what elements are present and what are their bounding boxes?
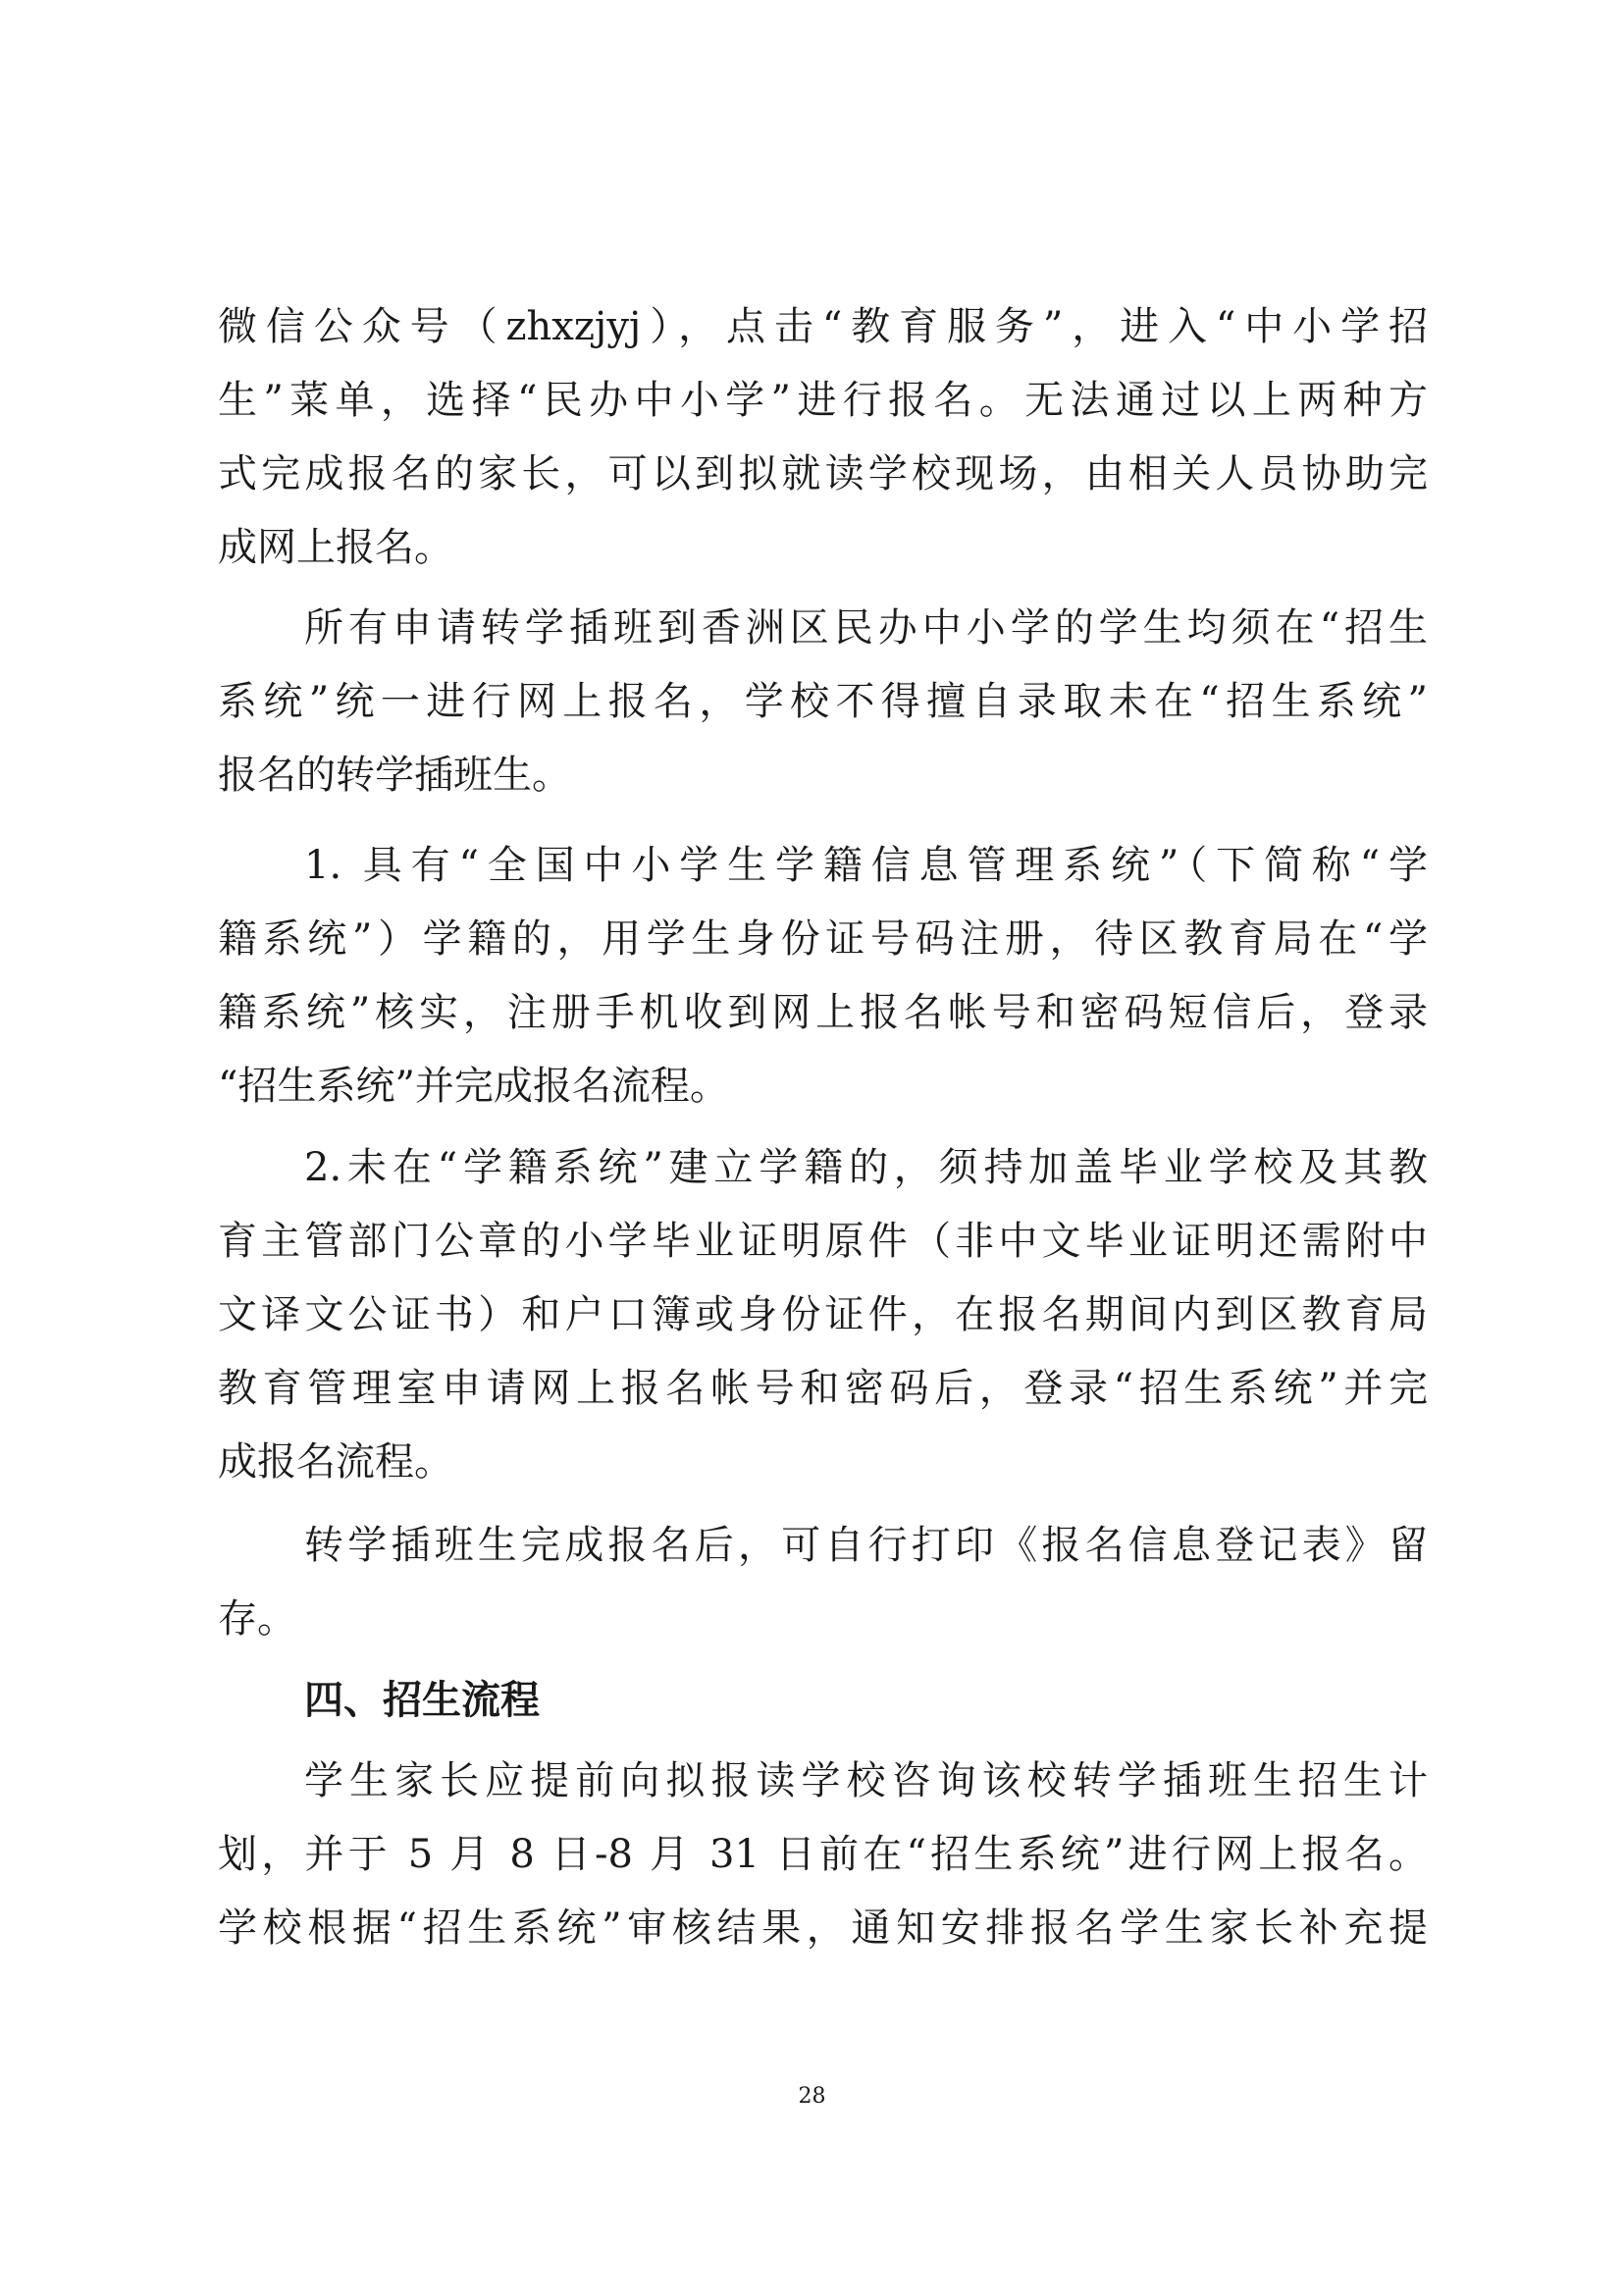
paragraph-text: 所有申请转学插班到香洲区民办中小学的学生均须在“招生	[304, 605, 1428, 651]
paragraph-text: 报名的转学插班生。	[218, 753, 571, 798]
paragraph-text: “招生系统”并完成报名流程。	[218, 1064, 729, 1109]
paragraph-text: 成网上报名。	[218, 525, 453, 570]
text-line	[0, 836, 1624, 895]
paragraph-text: 生”菜单，选择“民办中小学”进行报名。无法通过以上两种方	[218, 378, 1428, 423]
text-line	[0, 910, 1624, 968]
paragraph-text: 微信公众号（zhxzjyj），点击“教育服务”，进入“中小学招	[218, 304, 1428, 349]
paragraph-text: 学生家长应提前向拟报读学校咨询该校转学插班生招生计	[304, 1758, 1428, 1803]
paragraph-text: 系统”统一进行网上报名，学校不得擅自录取未在“招生系统”	[218, 679, 1428, 724]
paragraph-text: 籍系统”核实，注册手机收到网上报名帐号和密码短信后，登录	[218, 990, 1428, 1035]
section-heading: 四、招生流程	[304, 1678, 540, 1723]
section-heading-line	[0, 1671, 1624, 1730]
text-line	[0, 371, 1624, 430]
paragraph-text: 教育管理室申请网上报名帐号和密码后，登录“招生系统”并完	[218, 1366, 1428, 1411]
text-line	[0, 1057, 1624, 1116]
text-line	[0, 1590, 1624, 1648]
page-number: 28	[798, 2084, 826, 2109]
paragraph-text: 籍系统”）学籍的，用学生身份证号码注册，待区教育局在“学	[218, 916, 1428, 962]
paragraph-text: 育主管部门公章的小学毕业证明原件（非中文毕业证明还需附中	[218, 1219, 1428, 1264]
paragraph-text: 划，并于 5 月 8 日-8 月 31 日前在“招生系统”进行网上报名。	[218, 1832, 1428, 1877]
text-line	[0, 1516, 1624, 1575]
text-line	[0, 444, 1624, 503]
text-line	[0, 983, 1624, 1042]
text-line	[0, 672, 1624, 731]
paragraph-text: 2.未在“学籍系统”建立学籍的，须持加盖毕业学校及其教	[304, 1145, 1428, 1190]
text-line	[0, 1899, 1624, 1957]
text-line	[0, 297, 1624, 356]
text-line	[0, 1138, 1624, 1197]
text-line	[0, 599, 1624, 657]
text-line	[0, 1212, 1624, 1271]
paragraph-text: 成报名流程。	[218, 1439, 453, 1485]
paragraph-text: 学校根据“招生系统”审核结果，通知安排报名学生家长补充提	[218, 1905, 1428, 1951]
text-line	[0, 1359, 1624, 1418]
text-line	[0, 1433, 1624, 1491]
text-line	[0, 1751, 1624, 1810]
text-line	[0, 518, 1624, 577]
text-line	[0, 746, 1624, 805]
text-line	[0, 1285, 1624, 1344]
paragraph-text: 文译文公证书）和户口簿或身份证件，在报名期间内到区教育局	[218, 1292, 1428, 1337]
paragraph-text: 1. 具有“全国中小学生学籍信息管理系统”（下简称“学	[304, 843, 1428, 888]
paragraph-text: 存。	[218, 1596, 296, 1642]
paragraph-text: 式完成报名的家长，可以到拟就读学校现场，由相关人员协助完	[218, 451, 1428, 496]
paragraph-text: 转学插班生完成报名后，可自行打印《报名信息登记表》留	[304, 1523, 1428, 1568]
text-line	[0, 1825, 1624, 1884]
